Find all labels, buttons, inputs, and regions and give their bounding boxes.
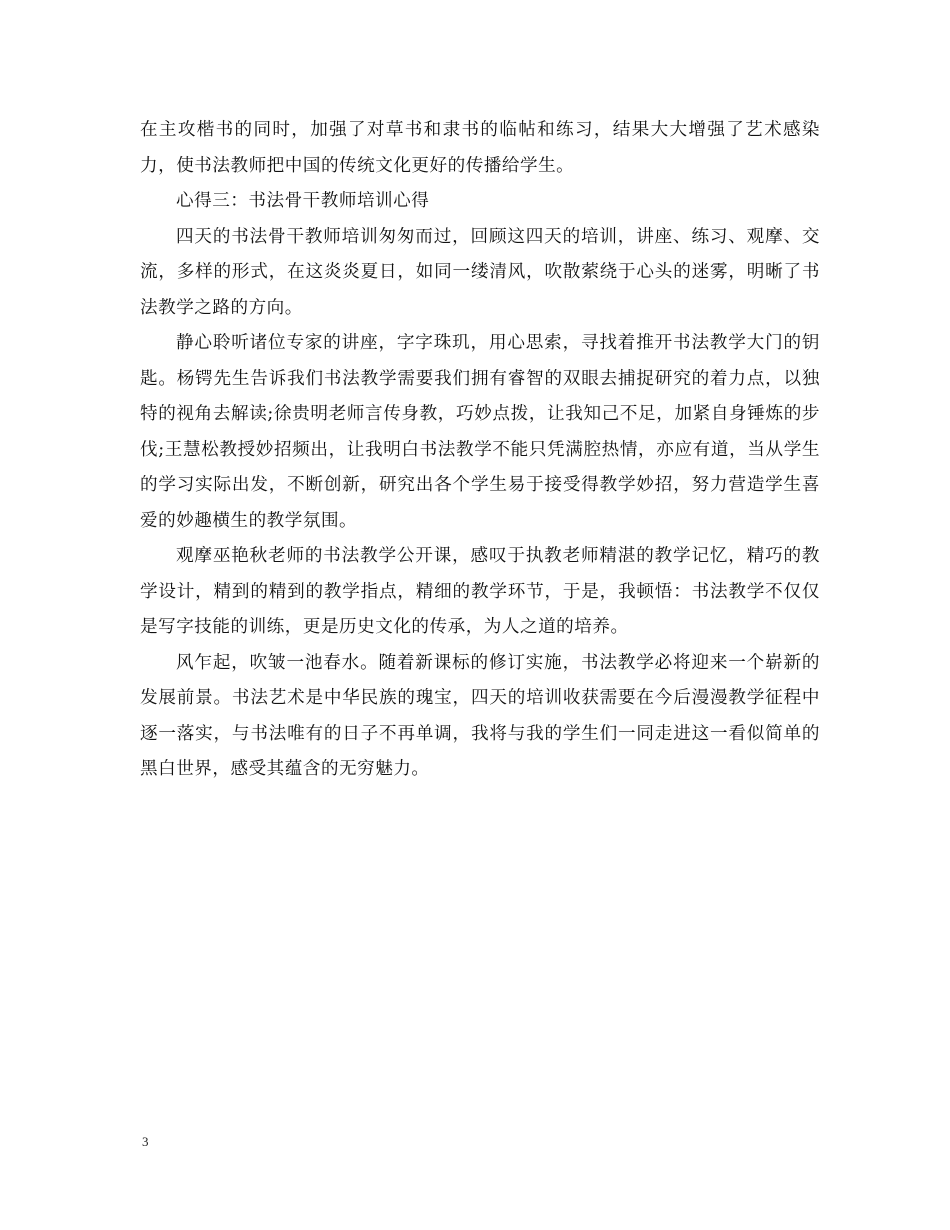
paragraph-observation-class: 观摩巫艳秋老师的书法教学公开课，感叹于执教老师精湛的教学记忆，精巧的教学设计，精到的精到的教学指点，精细的教学环节，于是，我顿悟：书法教学不仅仅是写字技能的训练，更是历史文化的传承，为人之道的培养。 — [140, 546, 820, 637]
paragraph-continuation: 在主攻楷书的同时，加强了对草书和隶书的临帖和练习，结果大大增强了艺术感染力，使书法教师把中国的传统文化更好的传播给学生。 — [140, 120, 820, 176]
paragraph-training-summary: 四天的书法骨干教师培训匆匆而过，回顾这四天的培训，讲座、练习、观摩、交流，多样的形式，在这炎炎夏日，如同一缕清风，吹散萦绕于心头的迷雾，明晰了书法教学之路的方向。 — [140, 226, 820, 318]
paragraph-expert-lectures: 静心聆听诸位专家的讲座，字字珠玑，用心思索，寻找着推开书法教学大门的钥匙。杨锷先生告诉我们书法教学需要我们拥有睿智的双眼去捕捉研究的着力点，以独特的视角去解读;徐贵明老师言传身教，巧妙点拨，让我知己不足，加紧自身锤炼的步伐;王慧松教授妙招频出，让我明白书法教学不能只凭满腔热情，亦应有道，当从学生的学习实际出发，不断创新，研究出各个学生易于接受得教学妙招，努力营造学生喜爱的妙趣横生的教学氛围。 — [140, 333, 820, 531]
section-heading: 心得三：书法骨干教师培训心得 — [176, 191, 430, 211]
document-body — [140, 113, 820, 788]
page-number: 3 — [142, 1134, 149, 1149]
paragraph-closing: 风乍起，吹皱一池春水。随着新课标的修订实施，书法教学必将迎来一个崭新的发展前景。书法艺术是中华民族的瑰宝，四天的培训收获需要在今后漫漫教学征程中逐一落实，与书法唯有的日子不再单调，我将与我的学生们一同走进这一看似简单的黑白世界，感受其蕴含的无穷魅力。 — [140, 652, 820, 779]
